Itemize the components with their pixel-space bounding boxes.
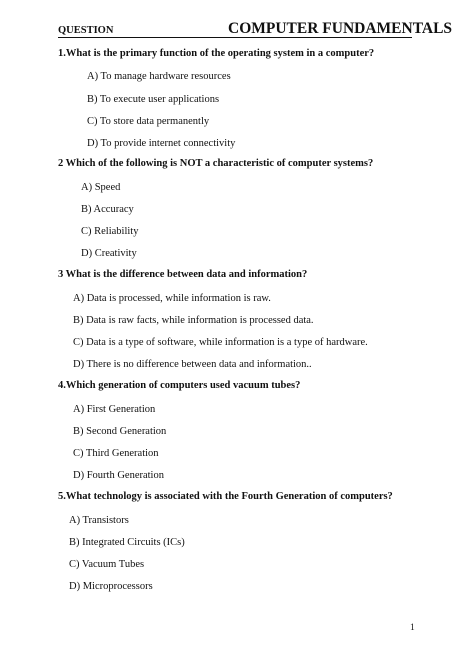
header-underline	[58, 37, 412, 38]
question-3-option-b: B) Data is raw facts, while information is processed data.	[73, 315, 314, 326]
question-4: 4.Which generation of computers used vacuum tubes?	[58, 380, 301, 391]
question-5-option-b: B) Integrated Circuits (ICs)	[69, 537, 185, 548]
question-5-option-d: D) Microprocessors	[69, 581, 153, 592]
question-1-option-b: B) To execute user applications	[87, 94, 220, 105]
question-1: 1.What is the primary function of the operating system in a computer?	[58, 48, 375, 59]
question-2-option-d: D) Creativity	[81, 248, 137, 259]
question-2-option-a: A) Speed	[81, 182, 121, 193]
header-label: QUESTION	[58, 25, 114, 36]
question-3-option-d: D) There is no difference between data and information..	[73, 359, 312, 370]
question-5-option-c: C) Vacuum Tubes	[69, 559, 145, 570]
question-5-option-a: A) Transistors	[69, 515, 129, 526]
question-3-option-c: C) Data is a type of software, while information is a type of hardware.	[73, 337, 368, 348]
page-number: 1	[410, 623, 415, 633]
question-1-option-c: C) To store data permanently	[87, 116, 210, 127]
question-4-option-c: C) Third Generation	[73, 448, 159, 459]
question-1-option-d: D) To provide internet connectivity	[87, 138, 236, 149]
question-3: 3 What is the difference between data and information?	[58, 269, 308, 280]
question-4-option-a: A) First Generation	[73, 404, 156, 415]
question-2: 2 Which of the following is NOT a characteristic of computer systems?	[58, 158, 374, 169]
question-1-option-a: A) To manage hardware resources	[87, 71, 231, 82]
question-4-option-d: D) Fourth Generation	[73, 470, 164, 481]
question-4-option-b: B) Second Generation	[73, 426, 167, 437]
question-5: 5.What technology is associated with the Fourth Generation of computers?	[58, 491, 393, 502]
document-title: COMPUTER FUNDAMENTALS	[228, 20, 453, 37]
question-3-option-a: A) Data is processed, while information is raw.	[73, 293, 271, 304]
question-2-option-b: B) Accuracy	[81, 204, 134, 215]
question-2-option-c: C) Reliability	[81, 226, 139, 237]
